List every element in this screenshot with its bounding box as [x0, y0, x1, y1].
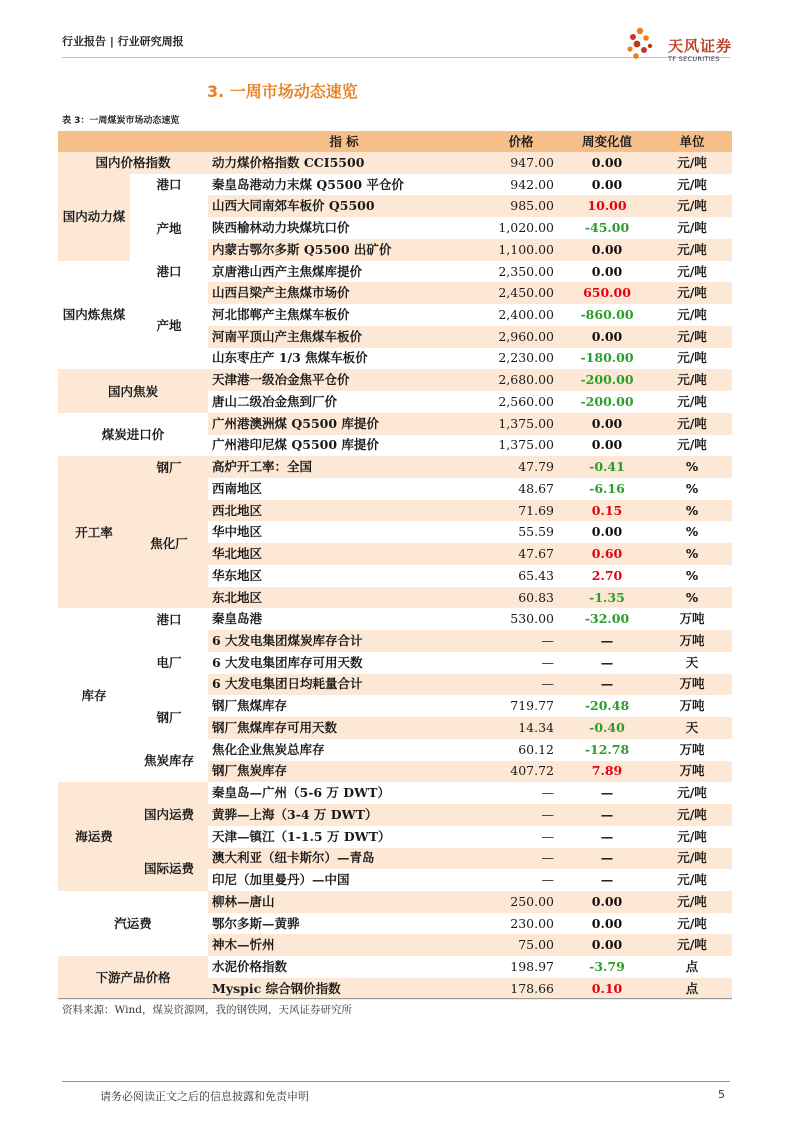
price-value: 2,450.00: [480, 282, 562, 304]
price-value: 60.83: [480, 587, 562, 609]
unit-value: 元/吨: [652, 435, 732, 457]
change-value: 650.00: [562, 282, 652, 304]
unit-value: 万吨: [652, 739, 732, 761]
subgroup-label: 产地: [130, 282, 208, 369]
item-name: 山西吕梁产主焦煤市场价: [208, 282, 480, 304]
change-value: 0.00: [562, 326, 652, 348]
unit-value: 万吨: [652, 674, 732, 696]
subgroup-label: 港口: [130, 608, 208, 630]
price-value: 2,350.00: [480, 261, 562, 283]
unit-value: 天: [652, 717, 732, 739]
table-row: [58, 369, 732, 391]
item-name: 天津—镇江（1-1.5 万 DWT）: [208, 826, 480, 848]
change-value: —: [562, 674, 652, 696]
change-value: —: [562, 804, 652, 826]
item-name: 钢厂焦煤库存: [208, 695, 480, 717]
change-value: 0.00: [562, 174, 652, 196]
unit-value: 元/吨: [652, 326, 732, 348]
unit-value: 元/吨: [652, 391, 732, 413]
unit-value: 元/吨: [652, 804, 732, 826]
footer-divider: [62, 1081, 730, 1082]
table-row: [58, 152, 732, 174]
logo-cn-text: 天风证券: [668, 37, 733, 55]
item-name: 山西大同南郊车板价 Q5500: [208, 195, 480, 217]
group-label: 库存: [58, 608, 130, 782]
subgroup-label: 港口: [130, 174, 208, 196]
group-label: 国内焦炭: [58, 369, 208, 412]
price-value: 65.43: [480, 565, 562, 587]
unit-value: %: [652, 500, 732, 522]
price-value: 947.00: [480, 152, 562, 174]
page-number: 5: [718, 1088, 725, 1101]
item-name: 高炉开工率：全国: [208, 456, 480, 478]
table-header-row: [58, 131, 732, 152]
price-value: 2,560.00: [480, 391, 562, 413]
table-row: [58, 456, 732, 478]
change-value: 0.00: [562, 152, 652, 174]
unit-value: 元/吨: [652, 934, 732, 956]
change-value: 0.60: [562, 543, 652, 565]
subgroup-label: 电厂: [130, 630, 208, 695]
price-value: 530.00: [480, 608, 562, 630]
coal-market-table: [58, 131, 732, 1000]
item-name: 秦皇岛港动力末煤 Q5500 平仓价: [208, 174, 480, 196]
table-row: [58, 695, 732, 717]
table-row: [58, 478, 732, 500]
price-value: 2,230.00: [480, 348, 562, 370]
item-name: 内蒙古鄂尔多斯 Q5500 出矿价: [208, 239, 480, 261]
unit-value: 元/吨: [652, 848, 732, 870]
change-value: -12.78: [562, 739, 652, 761]
item-name: 河南平顶山产主焦煤车板价: [208, 326, 480, 348]
price-value: —: [480, 652, 562, 674]
group-label: 下游产品价格: [58, 956, 208, 999]
subgroup-label: 焦化厂: [130, 478, 208, 608]
change-value: 0.00: [562, 413, 652, 435]
unit-value: 万吨: [652, 630, 732, 652]
subgroup-label: 钢厂: [130, 456, 208, 478]
change-value: —: [562, 826, 652, 848]
subgroup-label: 产地: [130, 195, 208, 260]
item-name: 钢厂焦煤库存可用天数: [208, 717, 480, 739]
price-value: 198.97: [480, 956, 562, 978]
price-value: 250.00: [480, 891, 562, 913]
price-value: 1,375.00: [480, 413, 562, 435]
logo-en-text: TF SECURITIES: [668, 55, 720, 63]
price-value: 48.67: [480, 478, 562, 500]
price-value: —: [480, 630, 562, 652]
col-header-change: 周变化值: [562, 131, 652, 152]
subgroup-label: 港口: [130, 261, 208, 283]
unit-value: %: [652, 521, 732, 543]
group-label: 国内价格指数: [58, 152, 208, 174]
change-value: —: [562, 782, 652, 804]
price-value: 178.66: [480, 978, 562, 1000]
item-name: 唐山二级冶金焦到厂价: [208, 391, 480, 413]
unit-value: 元/吨: [652, 195, 732, 217]
table-row: [58, 782, 732, 804]
price-value: 2,960.00: [480, 326, 562, 348]
item-name: 黄骅—上海（3-4 万 DWT）: [208, 804, 480, 826]
item-name: 西北地区: [208, 500, 480, 522]
price-value: —: [480, 826, 562, 848]
unit-value: 天: [652, 652, 732, 674]
change-value: 0.00: [562, 891, 652, 913]
subgroup-label: 国内运费: [130, 782, 208, 847]
table-caption: 表 3：一周煤炭市场动态速览: [62, 116, 180, 126]
unit-value: 元/吨: [652, 826, 732, 848]
change-value: -860.00: [562, 304, 652, 326]
group-label: 煤炭进口价: [58, 413, 208, 456]
unit-value: 点: [652, 956, 732, 978]
unit-value: %: [652, 543, 732, 565]
table-row: [58, 608, 732, 630]
item-name: 澳大利亚（纽卡斯尔）—青岛: [208, 848, 480, 870]
unit-value: 元/吨: [652, 913, 732, 935]
unit-value: 元/吨: [652, 217, 732, 239]
item-name: 水泥价格指数: [208, 956, 480, 978]
unit-value: 点: [652, 978, 732, 1000]
item-name: 6 大发电集团煤炭库存合计: [208, 630, 480, 652]
change-value: -180.00: [562, 348, 652, 370]
change-value: -1.35: [562, 587, 652, 609]
change-value: —: [562, 869, 652, 891]
change-value: 0.10: [562, 978, 652, 1000]
change-value: 7.89: [562, 761, 652, 783]
group-label: 国内炼焦煤: [58, 261, 130, 370]
item-name: 动力煤价格指数 CCI5500: [208, 152, 480, 174]
unit-value: 元/吨: [652, 369, 732, 391]
change-value: —: [562, 652, 652, 674]
unit-value: %: [652, 478, 732, 500]
change-value: -200.00: [562, 391, 652, 413]
change-value: —: [562, 848, 652, 870]
item-name: 京唐港山西产主焦煤库提价: [208, 261, 480, 283]
change-value: —: [562, 630, 652, 652]
unit-value: 万吨: [652, 608, 732, 630]
price-value: —: [480, 782, 562, 804]
price-value: 60.12: [480, 739, 562, 761]
unit-value: 万吨: [652, 695, 732, 717]
item-name: 广州港印尼煤 Q5500 库提价: [208, 435, 480, 457]
change-value: 2.70: [562, 565, 652, 587]
table-row: [58, 848, 732, 870]
change-value: 0.15: [562, 500, 652, 522]
price-value: 407.72: [480, 761, 562, 783]
table-row: [58, 174, 732, 196]
group-label: 开工率: [58, 456, 130, 608]
price-value: 985.00: [480, 195, 562, 217]
report-header: 行业报告 | 行业研究周报: [62, 35, 184, 48]
unit-value: 万吨: [652, 761, 732, 783]
change-value: -32.00: [562, 608, 652, 630]
price-value: 942.00: [480, 174, 562, 196]
price-value: 75.00: [480, 934, 562, 956]
price-value: 55.59: [480, 521, 562, 543]
item-name: 山东枣庄产 1/3 焦煤车板价: [208, 348, 480, 370]
item-name: 神木—忻州: [208, 934, 480, 956]
unit-value: 元/吨: [652, 869, 732, 891]
price-value: —: [480, 804, 562, 826]
section-title: 3. 一周市场动态速览: [207, 82, 358, 101]
table-row: [58, 195, 732, 217]
price-value: —: [480, 869, 562, 891]
item-name: 柳林—唐山: [208, 891, 480, 913]
unit-value: %: [652, 456, 732, 478]
unit-value: 元/吨: [652, 413, 732, 435]
change-value: 0.00: [562, 521, 652, 543]
price-value: 1,375.00: [480, 435, 562, 457]
subgroup-label: 焦炭库存: [130, 739, 208, 782]
subgroup-label: 钢厂: [130, 695, 208, 738]
unit-value: 元/吨: [652, 891, 732, 913]
price-value: —: [480, 848, 562, 870]
change-value: -0.41: [562, 456, 652, 478]
item-name: 东北地区: [208, 587, 480, 609]
subgroup-label: 国际运费: [130, 848, 208, 891]
item-name: 印尼（加里曼丹）—中国: [208, 869, 480, 891]
table-bottom-rule: [58, 998, 732, 999]
item-name: 秦皇岛—广州（5-6 万 DWT）: [208, 782, 480, 804]
change-value: -0.40: [562, 717, 652, 739]
change-value: -20.48: [562, 695, 652, 717]
unit-value: 元/吨: [652, 152, 732, 174]
price-value: 14.34: [480, 717, 562, 739]
item-name: 鄂尔多斯—黄骅: [208, 913, 480, 935]
item-name: 陕西榆林动力块煤坑口价: [208, 217, 480, 239]
unit-value: 元/吨: [652, 782, 732, 804]
table-row: [58, 956, 732, 978]
item-name: Myspic 综合钢价指数: [208, 978, 480, 1000]
change-value: 10.00: [562, 195, 652, 217]
price-value: 1,020.00: [480, 217, 562, 239]
price-value: 2,400.00: [480, 304, 562, 326]
item-name: 钢厂焦炭库存: [208, 761, 480, 783]
change-value: 0.00: [562, 913, 652, 935]
unit-value: %: [652, 565, 732, 587]
item-name: 天津港一级冶金焦平仓价: [208, 369, 480, 391]
unit-value: 元/吨: [652, 348, 732, 370]
price-value: 47.67: [480, 543, 562, 565]
change-value: 0.00: [562, 435, 652, 457]
change-value: 0.00: [562, 261, 652, 283]
item-name: 广州港澳洲煤 Q5500 库提价: [208, 413, 480, 435]
price-value: —: [480, 674, 562, 696]
item-name: 秦皇岛港: [208, 608, 480, 630]
col-header-indicator: 指 标: [208, 131, 480, 152]
price-value: 230.00: [480, 913, 562, 935]
price-value: 2,680.00: [480, 369, 562, 391]
price-value: 1,100.00: [480, 239, 562, 261]
item-name: 6 大发电集团日均耗量合计: [208, 674, 480, 696]
table-row: [58, 282, 732, 304]
col-header-price: 价格: [480, 131, 562, 152]
table-row: [58, 261, 732, 283]
change-value: 0.00: [562, 934, 652, 956]
change-value: -6.16: [562, 478, 652, 500]
unit-value: 元/吨: [652, 304, 732, 326]
item-name: 华东地区: [208, 565, 480, 587]
unit-value: 元/吨: [652, 261, 732, 283]
item-name: 西南地区: [208, 478, 480, 500]
table-row: [58, 891, 732, 913]
item-name: 华北地区: [208, 543, 480, 565]
change-value: 0.00: [562, 239, 652, 261]
price-value: 47.79: [480, 456, 562, 478]
col-header-unit: 单位: [652, 131, 732, 152]
unit-value: 元/吨: [652, 174, 732, 196]
table-row: [58, 739, 732, 761]
change-value: -200.00: [562, 369, 652, 391]
table-row: [58, 630, 732, 652]
item-name: 华中地区: [208, 521, 480, 543]
item-name: 河北邯郸产主焦煤车板价: [208, 304, 480, 326]
source-note: 资料来源：Wind，煤炭资源网，我的钢铁网，天风证券研究所: [62, 1004, 352, 1016]
item-name: 焦化企业焦炭总库存: [208, 739, 480, 761]
unit-value: 元/吨: [652, 239, 732, 261]
group-label: 国内动力煤: [58, 174, 130, 261]
group-label: 海运费: [58, 782, 130, 891]
price-value: 71.69: [480, 500, 562, 522]
table-row: [58, 413, 732, 435]
change-value: -3.79: [562, 956, 652, 978]
unit-value: %: [652, 587, 732, 609]
group-label: 汽运费: [58, 891, 208, 956]
change-value: -45.00: [562, 217, 652, 239]
footer-disclaimer: 请务必阅读正文之后的信息披露和免责申明: [100, 1090, 309, 1103]
item-name: 6 大发电集团库存可用天数: [208, 652, 480, 674]
unit-value: 元/吨: [652, 282, 732, 304]
price-value: 719.77: [480, 695, 562, 717]
